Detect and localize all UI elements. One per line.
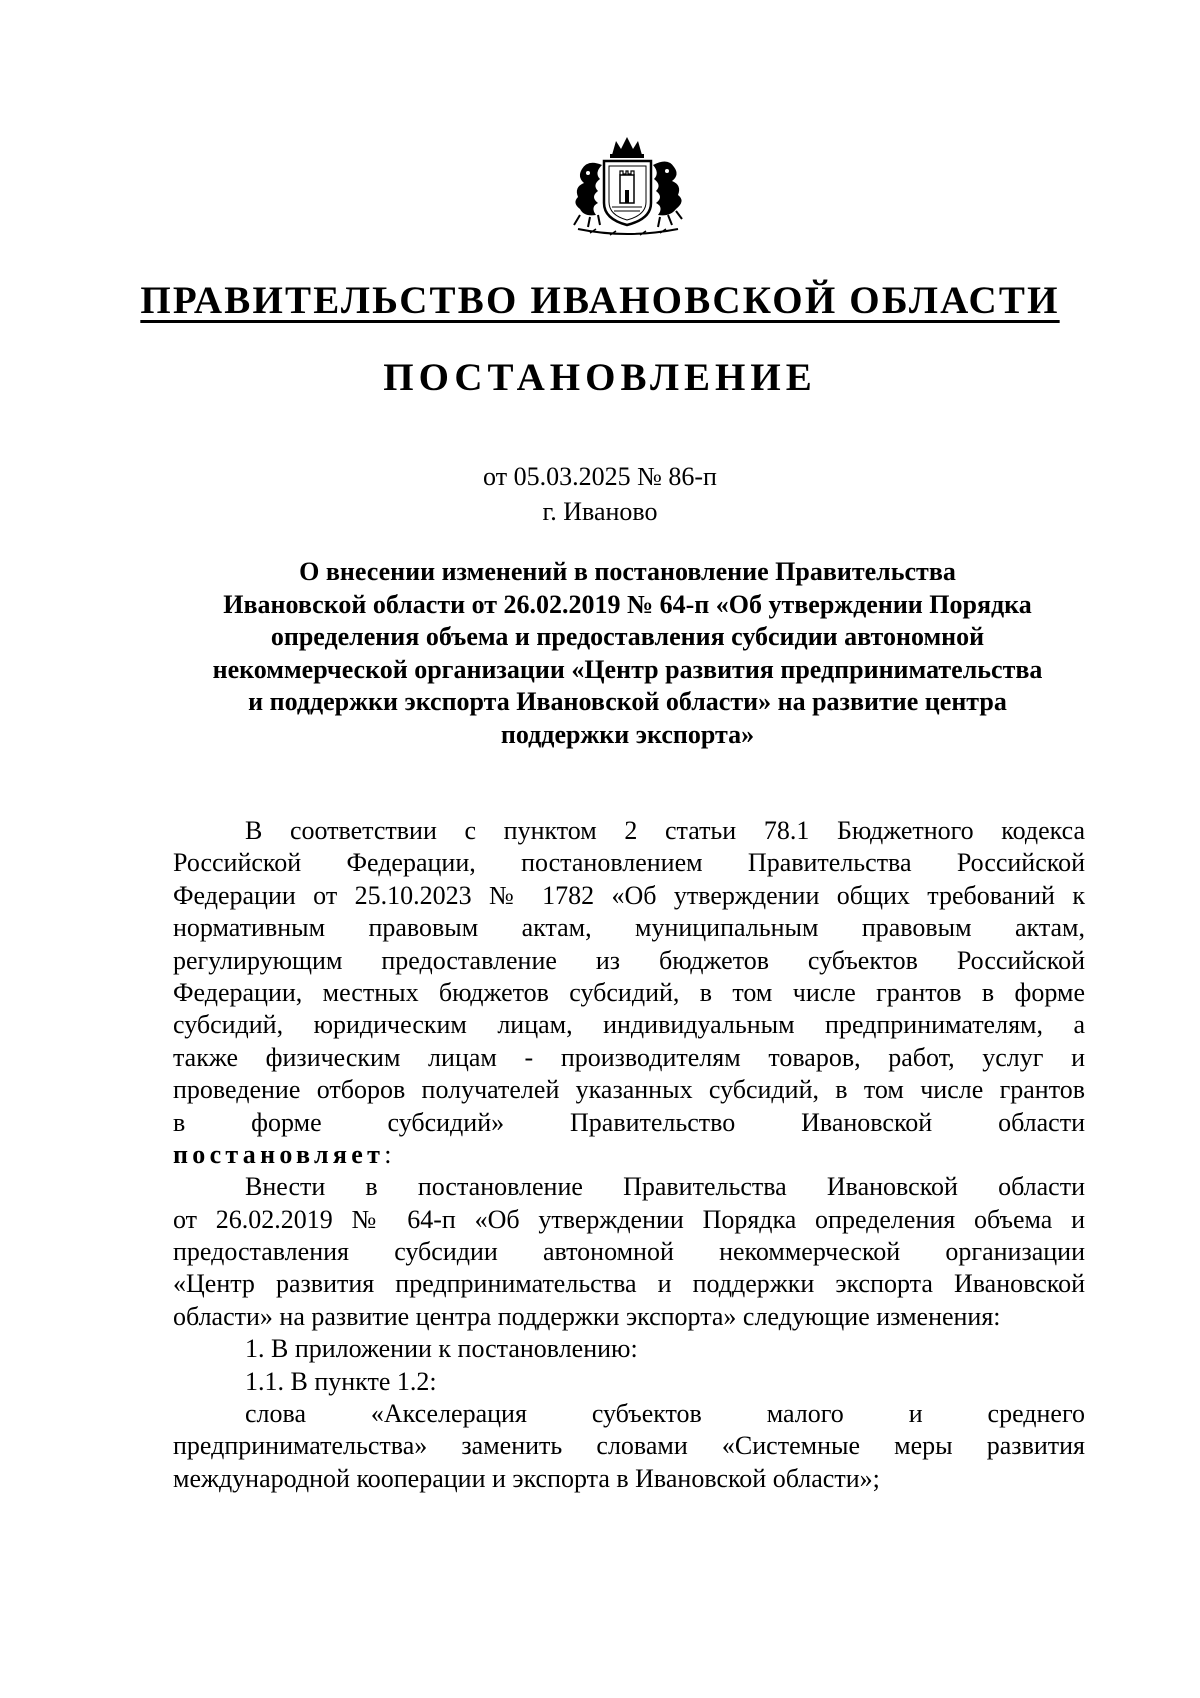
item-1: 1. В приложении к постановлению: <box>245 1334 638 1364</box>
preamble-line: также физическим лицам - производителям товаров, работ, услуг и <box>173 1042 1085 1072</box>
preamble-line: нормативным правовым актам, муниципальным правовым актам, <box>173 913 1085 943</box>
government-title: ПРАВИТЕЛЬСТВО ИВАНОВСКОЙ ОБЛАСТИ <box>140 279 1060 322</box>
resolves-colon: : <box>384 1139 392 1169</box>
subject-line: Ивановской области от 26.02.2019 № 64-п «Об утверждении Порядка <box>223 589 1032 619</box>
subject-line: поддержки экспорта» <box>500 719 755 749</box>
subject-line: некоммерческой организации «Центр развития предпринимательства <box>212 654 1043 684</box>
preamble-line: субсидий, юридическим лицам, индивидуальным предпринимателям, а <box>173 1010 1085 1040</box>
amendment-line: области» на развитие центра поддержки экспорта» следующие изменения: <box>173 1301 1001 1331</box>
amendment-line: Внести в постановление Правительства Ивановской области <box>245 1172 1085 1202</box>
preamble-line: проведение отборов получателей указанных субсидий, в том числе грантов <box>173 1075 1085 1105</box>
preamble-line: Федерации от 25.10.2023 № 1782 «Об утверждении общих требований к <box>173 880 1085 910</box>
subject-line: О внесении изменений в постановление Правительства <box>299 557 956 586</box>
document-date-number: от 05.03.2025 № 86-п <box>483 462 717 491</box>
document-subject <box>170 556 1085 751</box>
amendment-line: предоставления субсидии автономной некоммерческой организации <box>173 1237 1085 1267</box>
item-1-1-line: предпринимательства» заменить словами «Системные меры развития <box>173 1431 1085 1461</box>
resolves-line <box>173 1139 1085 1171</box>
subject-line: определения объема и предоставления субсидии автономной <box>270 622 985 651</box>
document-type: ПОСТАНОВЛЕНИЕ <box>383 356 817 399</box>
document-city: г. Иваново <box>542 497 658 526</box>
amendment-line: от 26.02.2019 № 64-п «Об утверждении Порядка определения объема и <box>173 1204 1085 1234</box>
item-1-1: 1.1. В пункте 1.2: <box>245 1366 437 1396</box>
item-1-1-line: слова «Акселерация субъектов малого и среднего <box>245 1399 1085 1429</box>
preamble-line: в форме субсидий» Правительство Ивановской области <box>173 1107 1085 1137</box>
preamble-line: В соответствии с пунктом 2 статьи 78.1 Бюджетного кодекса <box>245 816 1085 845</box>
coat-of-arms-icon <box>560 135 695 240</box>
amendment-line: «Центр развития предпринимательства и поддержки экспорта Ивановской <box>173 1269 1085 1299</box>
item-1-1-line: международной кооперации и экспорта в Ивановской области»; <box>173 1463 880 1493</box>
resolves-word: постановляет <box>173 1139 385 1169</box>
preamble-line: Федерации, местных бюджетов субсидий, в том числе грантов в форме <box>173 977 1085 1007</box>
subject-line: и поддержки экспорта Ивановской области» на развитие центра <box>248 687 1007 716</box>
preamble-line: Российской Федерации, постановлением Правительства Российской <box>173 848 1085 878</box>
preamble-line: регулирующим предоставление из бюджетов субъектов Российской <box>173 945 1085 975</box>
document-body <box>173 815 1085 1495</box>
